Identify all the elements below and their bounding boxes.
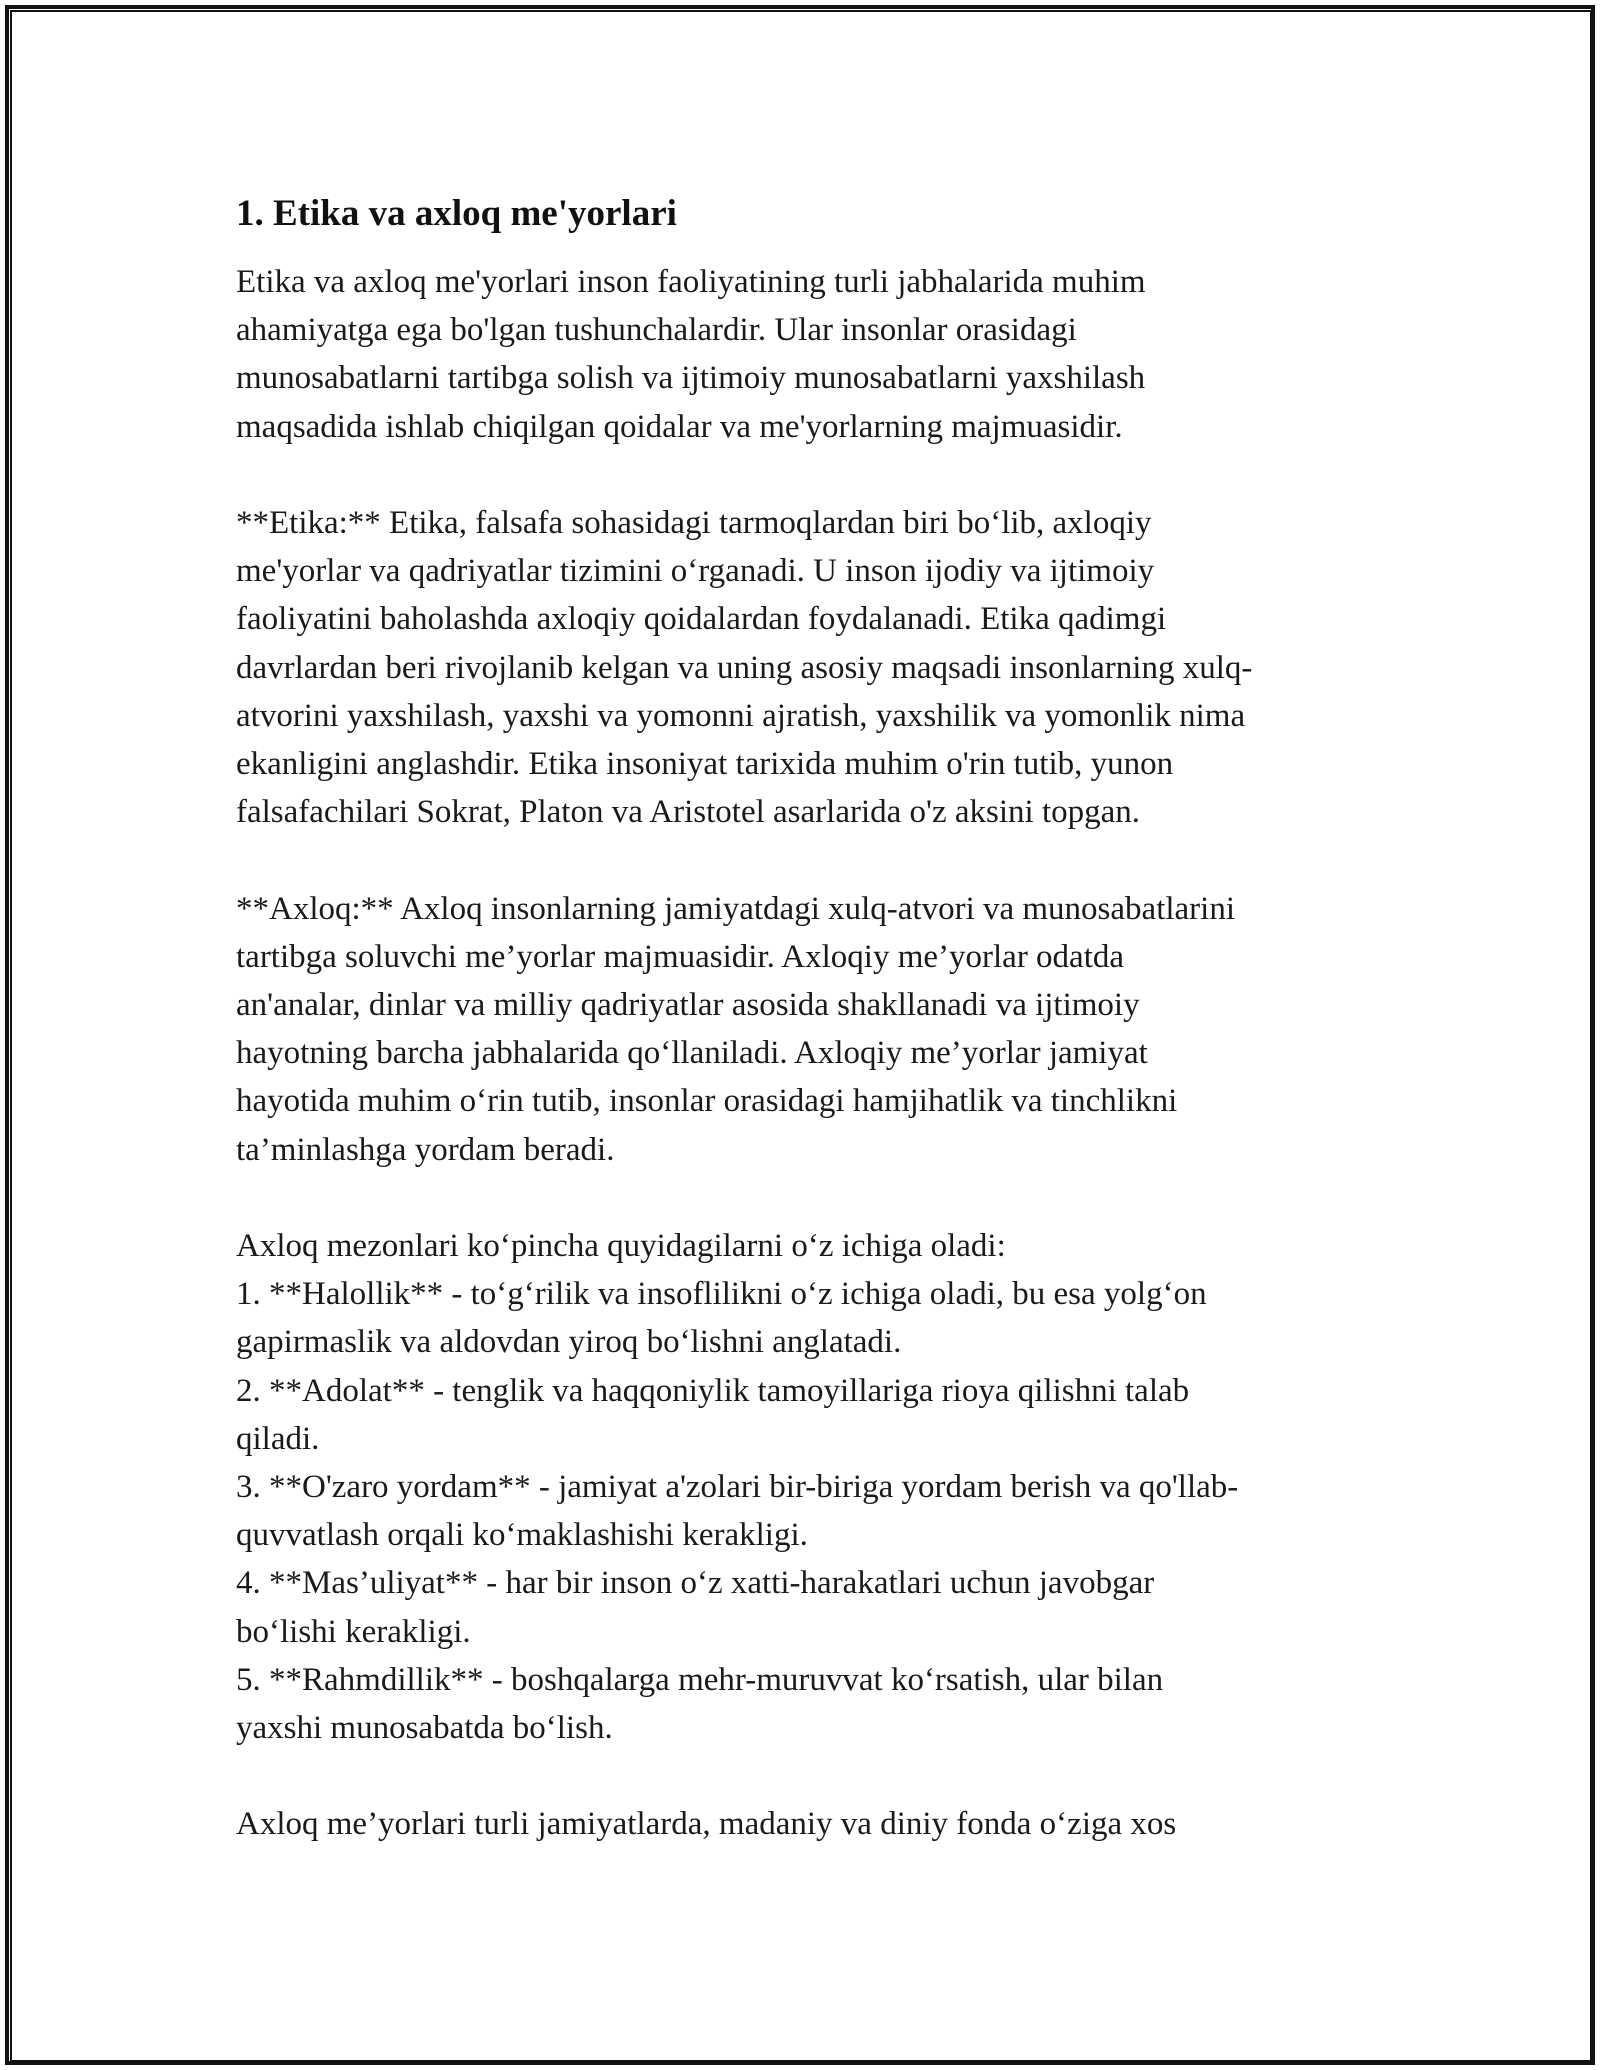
list-item: 2. **Adolat** - tenglik va haqqoniylik tamoyillariga rioya qilishni talab (236, 1372, 1190, 1409)
text-line: ta’minlashga yordam beradi. (236, 1131, 615, 1168)
text-line: munosabatlarni tartibga solish va ijtimoiy munosabatlarni yaxshilash (236, 360, 1146, 397)
document-body (236, 258, 1366, 1849)
text-line: tartibga soluvchi me’yorlar majmuasidir. Axloqiy me’yorlar odatda (236, 938, 1125, 975)
paragraph-axloq (236, 885, 1366, 1174)
text-line: maqsadida ishlab chiqilgan qoidalar va me'yorlarning majmuasidir. (236, 408, 1123, 445)
list-item: 1. **Halollik** - to‘g‘rilik va insoflilikni o‘z ichiga oladi, bu esa yolg‘on (236, 1276, 1207, 1313)
list-intro: Axloq mezonlari ko‘pincha quyidagilarni o‘z ichiga oladi: (236, 1228, 1006, 1265)
document-content (236, 188, 1366, 1897)
list-item: 3. **O'zaro yordam** - jamiyat a'zolari bir-biriga yordam berish va qo'llab- (236, 1469, 1239, 1506)
list-item: 5. **Rahmdillik** - boshqalarga mehr-muruvvat ko‘rsatish, ular bilan (236, 1661, 1164, 1698)
text-line: falsafachilari Sokrat, Platon va Aristotel asarlarida o'z aksini topgan. (236, 794, 1141, 831)
text-line: ahamiyatga ega bo'lgan tushunchalardir. Ular insonlar orasidagi (236, 312, 1077, 349)
text-line: **Etika:** Etika, falsafa sohasidagi tarmoqlardan biri bo‘lib, axloqiy (236, 505, 1152, 541)
paragraph-closing (236, 1800, 1366, 1848)
text-line: Etika va axloq me'yorlari inson faoliyatining turli jabhalarida muhim (236, 264, 1146, 300)
text-line: an'analar, dinlar va milliy qadriyatlar asosida shakllanadi va ijtimoiy (236, 987, 1140, 1024)
text-line: faoliyatini baholashda axloqiy qoidalardan foydalanadi. Etika qadimgi (236, 601, 1167, 638)
list-item-continuation: bo‘lishi kerakligi. (236, 1613, 471, 1650)
text-line: **Axloq:** Axloq insonlarning jamiyatdagi xulq-atvori va munosabatlarini (236, 890, 1236, 927)
list-item-continuation: quvvatlash orqali ko‘maklashishi kerakligi. (236, 1517, 808, 1554)
list-item-continuation: yaxshi munosabatda bo‘lish. (236, 1710, 613, 1747)
text-line: hayotida muhim o‘rin tutib, insonlar orasidagi hamjihatlik va tinchlikni (236, 1083, 1178, 1120)
criteria-list (236, 1222, 1366, 1752)
list-item: 4. **Mas’uliyat** - har bir inson o‘z xatti-harakatlari uchun javobgar (236, 1565, 1155, 1602)
text-line: Axloq me’yorlari turli jamiyatlarda, madaniy va diniy fonda o‘ziga xos (236, 1806, 1177, 1843)
text-line: ekanligini anglashdir. Etika insoniyat tarixida muhim o'rin tutib, yunon (236, 746, 1174, 783)
text-line: hayotning barcha jabhalarida qo‘llaniladi. Axloqiy me’yorlar jamiyat (236, 1035, 1148, 1072)
paragraph-intro (236, 258, 1366, 451)
text-line: me'yorlar va qadriyatlar tizimini o‘rganadi. U inson ijodiy va ijtimoiy (236, 553, 1155, 590)
text-line: atvorini yaxshilash, yaxshi va yomonni ajratish, yaxshilik va yomonlik nima (236, 697, 1246, 734)
list-item-continuation: gapirmaslik va aldovdan yiroq bo‘lishni anglatadi. (236, 1324, 902, 1361)
paragraph-etika (236, 499, 1366, 836)
text-line: davrlardan beri rivojlanib kelgan va uning asosiy maqsadi insonlarning xulq- (236, 649, 1253, 686)
section-heading: 1. Etika va axloq me'yorlari (236, 193, 677, 234)
list-item-continuation: qiladi. (236, 1420, 320, 1457)
